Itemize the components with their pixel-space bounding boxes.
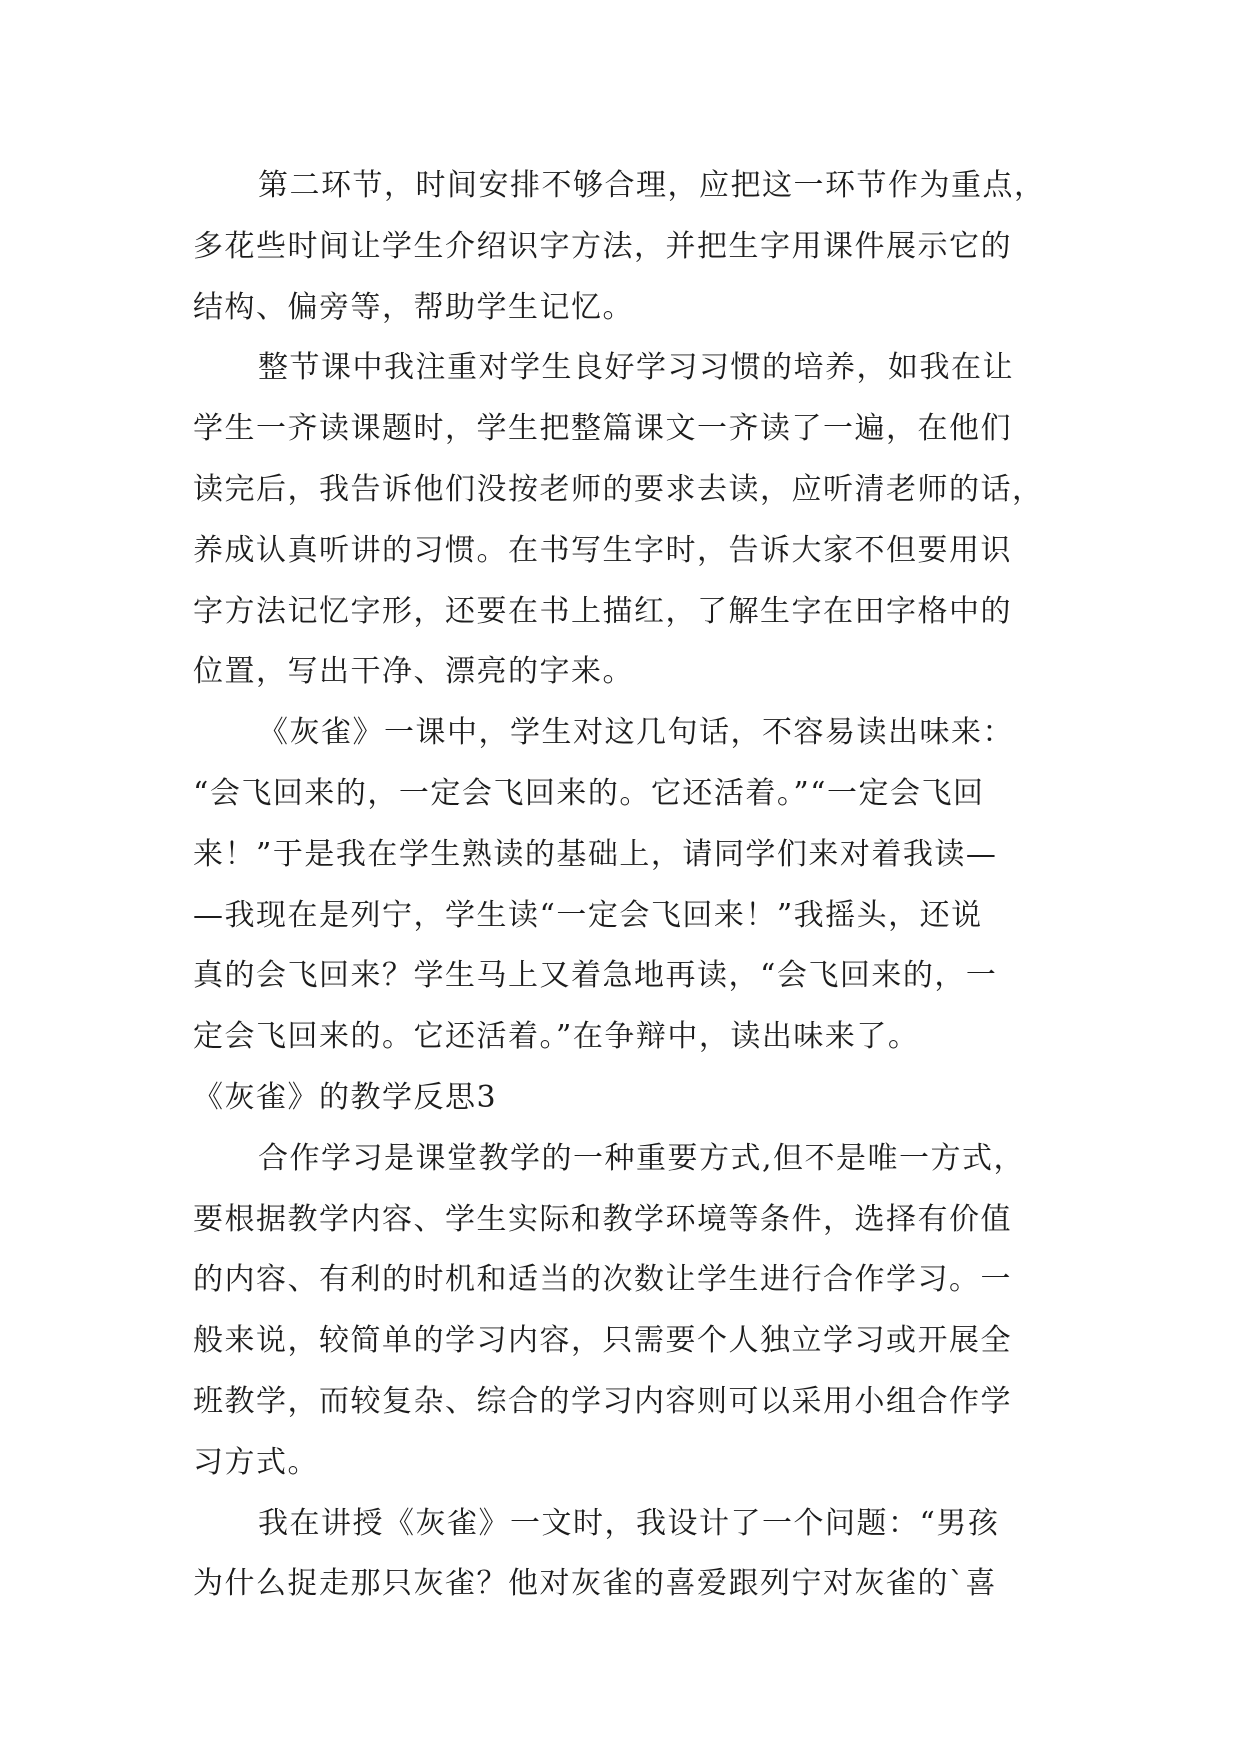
text-line: 位置，写出干净、漂亮的字来。 <box>193 654 634 690</box>
text-line: 读完后，我告诉他们没按老师的要求去读，应听清老师的话， <box>193 471 1044 507</box>
text-line: 定会飞回来的。它还活着。”在争辩中，读出味来了。 <box>193 1019 920 1055</box>
text-line: 要根据教学内容、学生实际和教学环境等条件，选择有价值 <box>193 1201 1012 1237</box>
paragraph-4 <box>193 1129 1053 1494</box>
paragraph-5 <box>193 1494 1053 1616</box>
text-line: 我在讲授《灰雀》一文时，我设计了一个问题：“男孩 <box>258 1505 1000 1541</box>
text-line: 的内容、有利的时机和适当的次数让学生进行合作学习。一 <box>193 1262 1012 1298</box>
text-line: 第二环节，时间安排不够合理，应把这一环节作为重点， <box>258 168 1046 203</box>
text-line: 为什么捉走那只灰雀？他对灰雀的喜爱跟列宁对灰雀的`喜 <box>193 1566 997 1602</box>
paragraph-2 <box>193 338 1053 703</box>
text-line: “会飞回来的，一定会飞回来的。它还活着。”“一定会飞回 <box>193 775 985 811</box>
text-line: 养成认真听讲的习惯。在书写生字时，告诉大家不但要用识 <box>193 532 1012 568</box>
text-line: 真的会飞回来？学生马上又着急地再读，“会飞回来的，一 <box>193 958 998 994</box>
paragraph-1 <box>193 156 1053 338</box>
text-line: 字方法记忆字形，还要在书上描红，了解生字在田字格中的 <box>193 593 1012 629</box>
text-line: 多花些时间让学生介绍识字方法，并把生字用课件展示它的 <box>193 228 1012 264</box>
text-line: 合作学习是课堂教学的一种重要方式,但不是唯一方式， <box>258 1140 1026 1176</box>
text-line: 来！”于是我在学生熟读的基础上，请同学们来对着我读— <box>193 836 998 872</box>
paragraph-3 <box>193 703 1053 1068</box>
text-line: 整节课中我注重对学生良好学习习惯的培养，如我在让 <box>258 350 1014 386</box>
text-line: —我现在是列宁，学生读“一定会飞回来！”我摇头，还说 <box>193 897 983 933</box>
document-body <box>193 156 1053 1615</box>
text-line: 般来说，较简单的学习内容，只需要个人独立学习或开展全 <box>193 1323 1012 1359</box>
text-line: 结构、偏旁等，帮助学生记忆。 <box>193 289 634 325</box>
text-line: 班教学，而较复杂、综合的学习内容则可以采用小组合作学 <box>193 1383 1012 1419</box>
text-line: 学生一齐读课题时，学生把整篇课文一齐读了一遍，在他们 <box>193 411 1012 447</box>
text-line: 《灰雀》一课中，学生对这几句话，不容易读出味来： <box>258 715 1014 751</box>
text-line: 习方式。 <box>193 1444 319 1480</box>
section-heading: 《灰雀》的教学反思3 <box>193 1079 498 1115</box>
